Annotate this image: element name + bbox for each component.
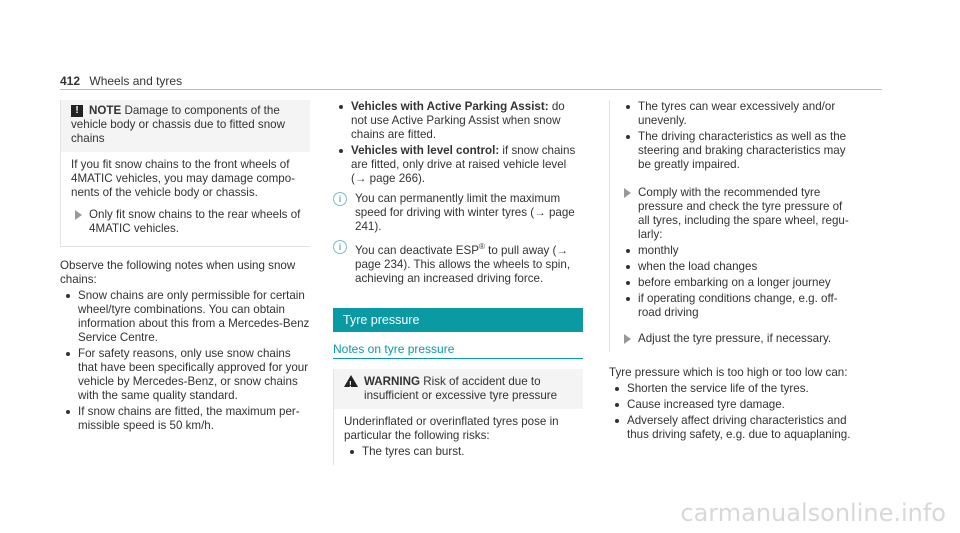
list-item [620,292,855,320]
warning-header [334,369,583,409]
header-divider [60,89,882,90]
list-item [60,289,310,345]
list-item [609,398,859,412]
list-item [620,260,855,274]
list-item [333,144,583,186]
action-text: Comply with the recommended tyre pressure and check the tyre pressure of all tyres, including the spare wheel, regularly: [638,186,849,241]
subsection-title: Notes on tyre pressure [333,342,583,359]
column-2 [333,100,583,465]
tip-text-cont: to pull away (→ page 234). This allows the wheels to spin, achieving an increased driving force. [355,243,571,285]
pressure-effects-list [609,382,859,442]
note-action-text: Only fit snow chains to the rear wheels of 4MATIC vehicles. [89,208,301,235]
tip-text: You can deactivate ESP [355,243,479,257]
list-item [609,414,859,442]
bullet-icon [615,419,619,423]
list-item-heading: Vehicles with level control: [351,144,500,157]
arrow-right-icon [624,188,631,198]
action-text: Adjust the tyre pressure, if necessary. [638,332,832,345]
registered-mark: ® [478,242,485,251]
action-adjust-pressure [620,332,855,346]
page-number: 412 [60,74,81,88]
warning-risk-list [344,445,575,459]
snow-chain-list [60,289,310,433]
bullet-icon [615,387,619,391]
list-item-text: Cause increased tyre damage. [627,398,785,411]
list-item-text: Shorten the service life of the tyres. [627,382,809,395]
list-item [609,382,859,396]
bullet-icon [626,105,630,109]
warning-box-continued [609,100,859,352]
vehicle-options-list [333,100,583,186]
list-item-text: monthly [638,244,679,257]
bullet-icon [66,294,70,298]
list-item [620,100,855,128]
section-title: Tyre pressure [333,308,583,332]
note-label: NOTE [89,104,122,117]
list-item-text: before embarking on a longer journey [638,276,831,289]
watermark: carmanualsonline.info [680,499,946,527]
list-item [620,130,855,172]
list-item-text: Snow chains are only permissible for certain wheel/tyre combinations. You can obtain information about this from a Mercedes-Benz Service Centre. [78,289,310,344]
page-header [60,74,182,88]
bullet-icon [66,352,70,356]
bullet-icon [339,149,343,153]
note-box [60,100,310,247]
warning-body: Underinflated or overinflated tyres pose in particular the following risks: [344,414,559,442]
pressure-effects-intro: Tyre pressure which is too high or too low can: [609,366,848,379]
page-title: Wheels and tyres [89,74,183,88]
arrow-right-icon [75,210,82,220]
list-item-text: if snow chains are fitted, only drive at raised vehicle level (→ page 266). [351,144,576,185]
note-body: If you fit snow chains to the front wheels of 4MATIC vehicles, you may damage components of the vehicle body or chassis. [71,158,296,199]
list-item [620,244,855,258]
action-check-pressure [620,186,855,242]
bullet-icon [339,105,343,109]
list-item [344,445,575,459]
bullet-icon [615,403,619,407]
exclamation-icon: ! [71,105,83,117]
note-header [61,100,310,152]
warning-icon: ! [344,375,358,387]
list-item [620,276,855,290]
list-item [60,347,310,403]
list-item-heading: Vehicles with Active Parking Assist: [351,100,549,113]
bullet-icon [66,410,70,414]
bullet-icon [350,450,354,454]
tip-speed-limit [333,192,583,234]
list-item-text: do not use Active Parking Assist when snow chains are fitted. [351,100,565,141]
tip-text: You can permanently limit the maximum speed for driving with winter tyres (→ page 241). [355,192,575,233]
bullet-icon [626,281,630,285]
bullet-icon [626,265,630,269]
list-item [333,100,583,142]
arrow-right-icon [624,334,631,344]
warning-label: WARNING [364,374,421,388]
warning-risk-list-cont [620,100,855,172]
note-action [71,208,302,236]
list-item-text: If snow chains are fitted, the maximum permissible speed is 50 km/h. [78,405,300,432]
info-icon: i [333,240,347,254]
list-item [60,405,310,433]
list-item-text: The driving characteristics as well as the steering and braking characteristics may be greatly impaired. [638,130,847,171]
note-title: Damage to components of the vehicle body or chassis due to fitted snow chains [71,104,285,145]
list-item-text: For safety reasons, only use snow chains that have been specifically approved for your vehicle by Mercedes-Benz, or snow chains with the same quality standard. [78,347,309,402]
bullet-icon [626,249,630,253]
info-icon: i [333,192,347,206]
list-item-text: if operating conditions change, e.g. off-road driving [638,292,838,319]
check-frequency-list [620,244,855,320]
list-item-text: Adversely affect driving characteristics and thus driving safety, e.g. due to aquaplaning. [627,414,851,441]
bullet-icon [626,135,630,139]
list-item-text: The tyres can wear excessively and/or unevenly. [638,100,836,127]
column-1 [60,100,310,433]
bullet-icon [626,297,630,301]
list-item-text: when the load changes [638,260,758,273]
list-item-text: The tyres can burst. [362,444,465,458]
snow-chain-intro: Observe the following notes when using snow chains: [60,259,296,286]
tip-esp [333,240,583,286]
warning-box [333,369,583,465]
warning-title: Risk of accident due to insufficient or excessive tyre pressure [364,374,558,402]
column-3 [609,100,859,442]
